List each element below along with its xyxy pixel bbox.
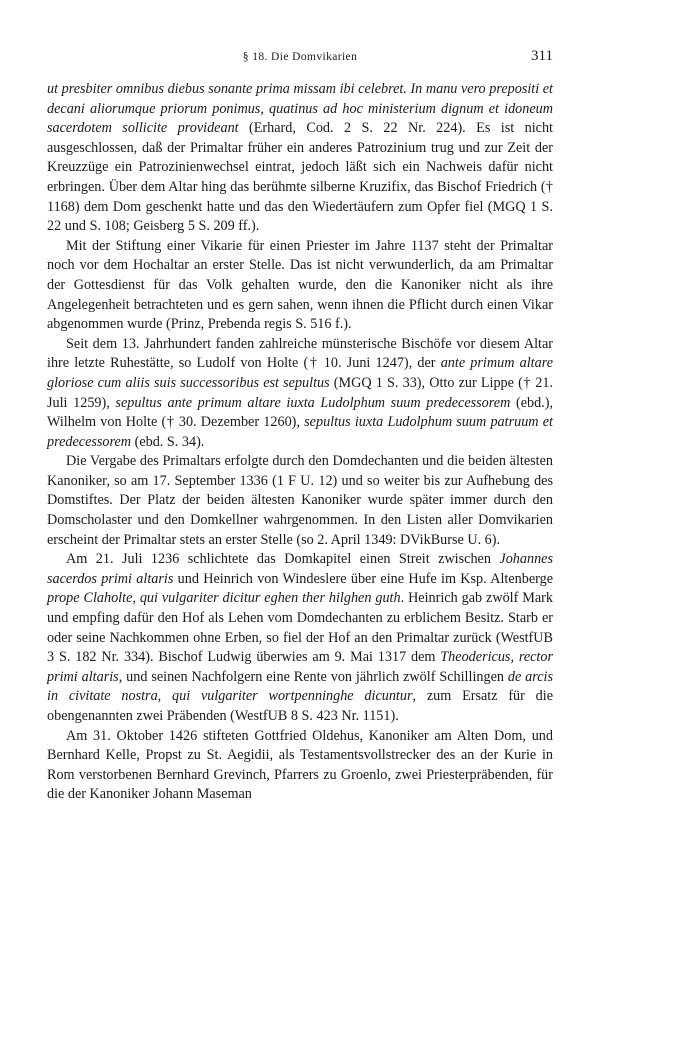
text-run: (ebd.), Wilhelm von Holte († 30. Dezember 1260),	[47, 394, 553, 431]
latin-quotation: sepultus iuxta Ludolphum suum patruum et predecessorem	[47, 414, 553, 450]
latin-quotation: ante primum altare gloriose cum aliis suis successoribus est sepultus	[47, 355, 553, 391]
body-text	[47, 80, 553, 805]
latin-quotation: Johannes sacerdos primi altaris	[47, 551, 553, 587]
text-run: Seit dem 13. Jahrhundert fanden zahlreiche münsterische Bischöfe vor diesem Altar ihre letzte Ruhestätte, so Ludolf von Holte († 10. Juni 1247), der	[47, 335, 553, 372]
text-run: , zum Ersatz für die obengenannten zwei Präbenden (WestfUB 8 S. 423 Nr. 1151).	[47, 688, 554, 724]
latin-quotation: prope Claholte, qui vulgariter dicitur eghen ther hilghen guth	[47, 590, 401, 607]
text-run: , und seinen Nachfolgern eine Rente von jährlich zwölf Schillingen	[118, 668, 508, 685]
text-run: (MGQ 1 S. 33), Otto zur Lippe († 21. Juli 1259),	[47, 374, 553, 411]
paragraph	[47, 335, 553, 453]
running-title: § 18. Die Domvikarien	[242, 51, 358, 63]
page-number: 311	[531, 48, 553, 64]
text-run: Am 31. Oktober 1426 stifteten Gottfried Oldehus, Kanoniker am Alten Dom, und Bernhard Kelle, Propst zu St. Aegidii, als Testamentsvollstrecker des an der Kurie in Rom verstorbenen Bernhard Grevinch, Pfarrers zu Groenlo, zwei Priesterpräbenden, für die der Kanoniker Johann Maseman	[47, 727, 553, 803]
text-run: (Erhard, Cod. 2 S. 22 Nr. 224). Es ist nicht ausgeschlossen, daß der Primaltar früher ein anderes Patrozinium trug und zur Zeit der Kreuzzüge ein Patrozinienwechsel eintrat, jedoch läßt sich ein Nachweis dafür nicht erbringen. Über dem Altar hing das berühmte silberne Kruzifix, das Bischof Friedrich († 1168) dem Dom geschenkt hatte und das den Wiedertäufern zum Opfer fiel (MGQ 1 S. 22 und S. 108; Geisberg 5 S. 209 ff.).	[47, 120, 553, 235]
paragraph	[47, 80, 553, 237]
text-run: Mit der Stiftung einer Vikarie für einen Priester im Jahre 1137 steht der Primaltar noch vor dem Hochaltar an erster Stelle. Das ist nicht verwunderlich, da am Primaltar der Gottesdienst für das Volk gehalten wurde, den die Kanoniker nicht als ihre Angelegenheit betrachteten und es gern sahen, wenn ihnen die Pflicht durch einen Vikar abgenommen wurde (Prinz, Prebenda regis S. 516 f.).	[47, 237, 553, 333]
text-run: (ebd. S. 34).	[131, 433, 205, 450]
latin-quotation: ut presbiter omnibus diebus sonante prima missam ibi celebret. In manu vero prepositi et decani aliorumque priorum ponimus, quatinus ad hoc ministerium dignum et idoneum sacerdotem sollicite provideant	[47, 81, 553, 137]
latin-quotation: de arcis in civitate nostra, qui vulgariter wortpenninghe dicuntur	[47, 668, 553, 705]
text-run: und Heinrich von Windeslere über eine Hufe im Ksp. Altenberge	[173, 570, 553, 587]
text-run: Die Vergabe des Primaltars erfolgte durch den Domdechanten und die beiden ältesten Kanoniker, so am 17. September 1336 (1 F U. 12) und so weiter bis zur Aufhebung des Domstiftes. Der Platz der beiden ältesten Kanoniker wurde später immer durch den Domscholaster und den Domkellner wahrgenommen. In den Listen aller Domvikarien erscheint der Primaltar stets an erster Stelle (so 2. April 1349: DVikBurse U. 6).	[47, 453, 553, 548]
text-run: . Heinrich gab zwölf Mark und empfing dafür den Hof als Lehen vom Domdechanten zu erblichem Besitz. Starb er oder seine Nachkommen ohne Erben, so fiel der Hof an den Primaltar zurück (WestfUB 3 S. 182 Nr. 334). Bischof Ludwig überwies am 9. Mai 1317 dem	[47, 590, 553, 666]
latin-quotation: sepultus ante primum altare iuxta Ludolphum suum predecessorem	[115, 394, 511, 411]
paragraph	[47, 550, 553, 726]
text-run: Am 21. Juli 1236 schlichtete das Domkapitel einen Streit zwischen	[66, 551, 500, 568]
running-head	[47, 48, 553, 70]
paragraph	[47, 452, 553, 550]
latin-quotation: Theodericus, rector primi altaris	[47, 649, 553, 685]
book-page	[47, 48, 553, 805]
paragraph	[47, 727, 553, 805]
paragraph	[47, 237, 553, 335]
